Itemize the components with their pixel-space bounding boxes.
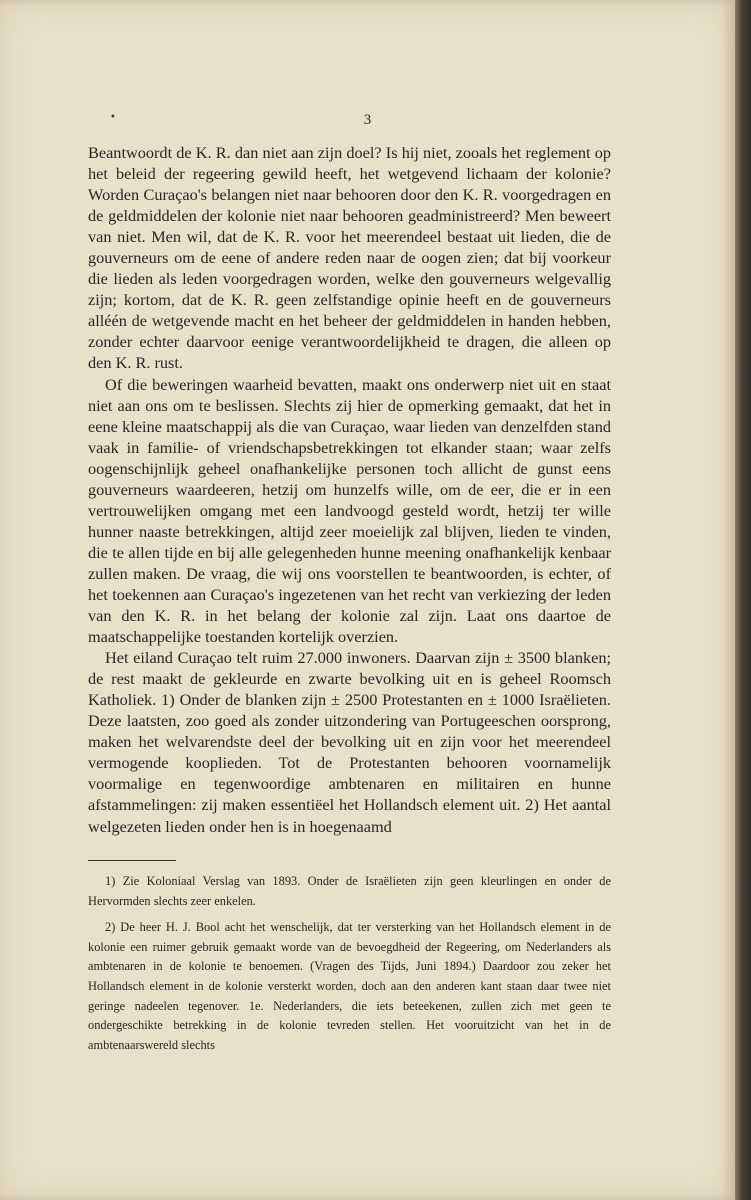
body-text	[88, 142, 611, 837]
page-number: 3	[363, 112, 372, 128]
page-binding-edge	[735, 0, 751, 1200]
footnotes	[88, 872, 611, 1059]
paragraph: Beantwoordt de K. R. dan niet aan zijn doel? Is hij niet, zooals het reglement op het beleid der regeering gewild heeft, het wetgevend lichaam der kolonie? Worden Curaçao's belangen niet naar behooren door den K. R. voorgedragen en de geldmiddelen der kolonie niet naar behooren geadministreerd? Men beweert van niet. Men wil, dat de K. R. voor het meerendeel bestaat uit lieden, die de gouverneurs om de eene of andere reden naar de oogen zien; dat bij voorkeur die lieden als leden voorgedragen worden, welke den gouverneurs welgevallig zijn; kortom, dat de K. R. geen zelfstandige opinie heeft en de gouverneurs alléén de wetgevende macht en het beheer der geldmiddelen in handen hebben, zonder echter daarvoor eenige verantwoordelijkheid te dragen, die alleen op den K. R. rust.	[88, 143, 611, 373]
paragraph: Het eiland Curaçao telt ruim 27.000 inwoners. Daarvan zijn ± 3500 blanken; de rest maakt de gekleurde en zwarte bevolking uit en is geheel Roomsch Katholiek. 1) Onder de blanken zijn ± 2500 Protestanten en ± 1000 Israëlieten. Deze laatsten, zoo goed als zonder uitzondering van Portugeeschen oorsprong, maken het welvarendste deel der bevolking uit en zijn voor het meerendeel vermogende kooplieden. Tot de Protestanten behooren voornamelijk voormalige en tegenwoordige ambtenaren en militairen en hunne afstammelingen: zij maken essentiëel het Hollandsch element uit. 2) Het aantal welgezeten lieden onder hen is in hoegenaamd	[88, 648, 611, 836]
footnote: 1) Zie Koloniaal Verslag van 1893. Onder de Israëlieten zijn geen kleurlingen en onder de Hervormden slechts zeer enkelen.	[88, 874, 611, 908]
footnote: 2) De heer H. J. Bool acht het wenschelijk, dat ter versterking van het Hollandsch element in de kolonie een ruimer gebruik gemaakt worde van de bevoegdheid der Regeering, om Nederlanders als ambtenaren in de kolonie te benoemen. (Vragen des Tijds, Juni 1894.) Daardoor zou zeker het Hollandsch element in de kolonie versterkt worden, doch aan den anderen kant staan daar twee niet geringe nadeelen tegenover. 1e. Nederlanders, die iets beteekenen, zullen zich met geen te ondergeschikte betrekking in de kolonie tevreden stellen. Het vooruitzicht van het in de ambtenaarswereld slechts	[88, 920, 611, 1052]
footnote-divider	[88, 860, 176, 861]
paragraph: Of die beweringen waarheid bevatten, maakt ons onderwerp niet uit en staat niet aan ons om te beslissen. Slechts zij hier de opmerking gemaakt, dat het in eene kleine maatschappij als die van Curaçao, waar lieden van denzelfden stand vaak in familie- of vriendschapsbetrekkingen tot elkander staan; waar zelfs oogenschijnlijk geheel onafhankelijke personen toch allicht de gunst eens gouverneurs waardeeren, hetzij om hunzelfs wille, om de eer, die er in een vertrouwelijken omgang met een landvoogd gesteld wordt, hetzij ter wille hunner naaste betrekkingen, altijd zeer moeielijk zal blijven, lieden te vinden, die te allen tijde en bij alle gelegenheden hunne meening onafhankelijk kenbaar zullen maken. De vraag, die wij ons voorstellen te beantwoorden, is echter, of het toekennen aan Curaçao's ingezetenen van het recht van verkiezing der leden van den K. R. in het belang der kolonie zal zijn. Laat ons daartoe de maatschappelijke toestanden kortelijk overzien.	[88, 374, 611, 647]
page-mark: •	[110, 112, 116, 123]
